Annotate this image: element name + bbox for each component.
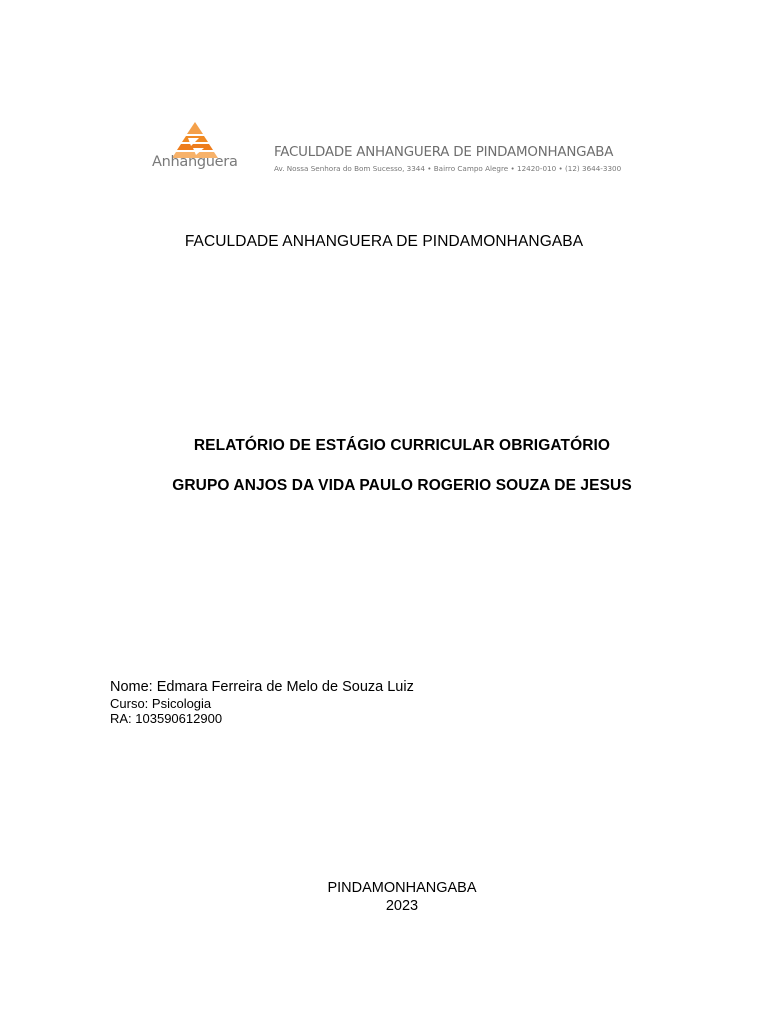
student-info <box>110 679 414 726</box>
report-title: RELATÓRIO DE ESTÁGIO CURRICULAR OBRIGATÓRIO <box>193 437 611 454</box>
footer-city: PINDAMONHANGABA <box>327 880 477 896</box>
anhanguera-logo-icon <box>172 122 218 158</box>
student-course: Curso: Psicologia <box>110 696 212 711</box>
student-name: Nome: Edmara Ferreira de Melo de Souza Luiz <box>110 679 414 695</box>
letterhead <box>150 120 670 180</box>
institution-name: FACULDADE ANHANGUERA DE PINDAMONHANGABA <box>184 233 584 250</box>
letterhead-institution-name: FACULDADE ANHANGUERA DE PINDAMONHANGABA <box>274 145 614 160</box>
student-ra: RA: 103590612900 <box>110 711 223 726</box>
logo-wordmark: Anhanguera <box>152 154 238 170</box>
footer-year: 2023 <box>385 898 419 914</box>
letterhead-address: Av. Nossa Senhora do Bom Sucesso, 3344 • Bairro Campo Alegre • 12420-010 • (12) 3644-3300 <box>274 164 622 173</box>
report-subtitle: GRUPO ANJOS DA VIDA PAULO ROGERIO SOUZA DE JESUS <box>172 477 632 494</box>
cover-footer <box>0 879 768 915</box>
